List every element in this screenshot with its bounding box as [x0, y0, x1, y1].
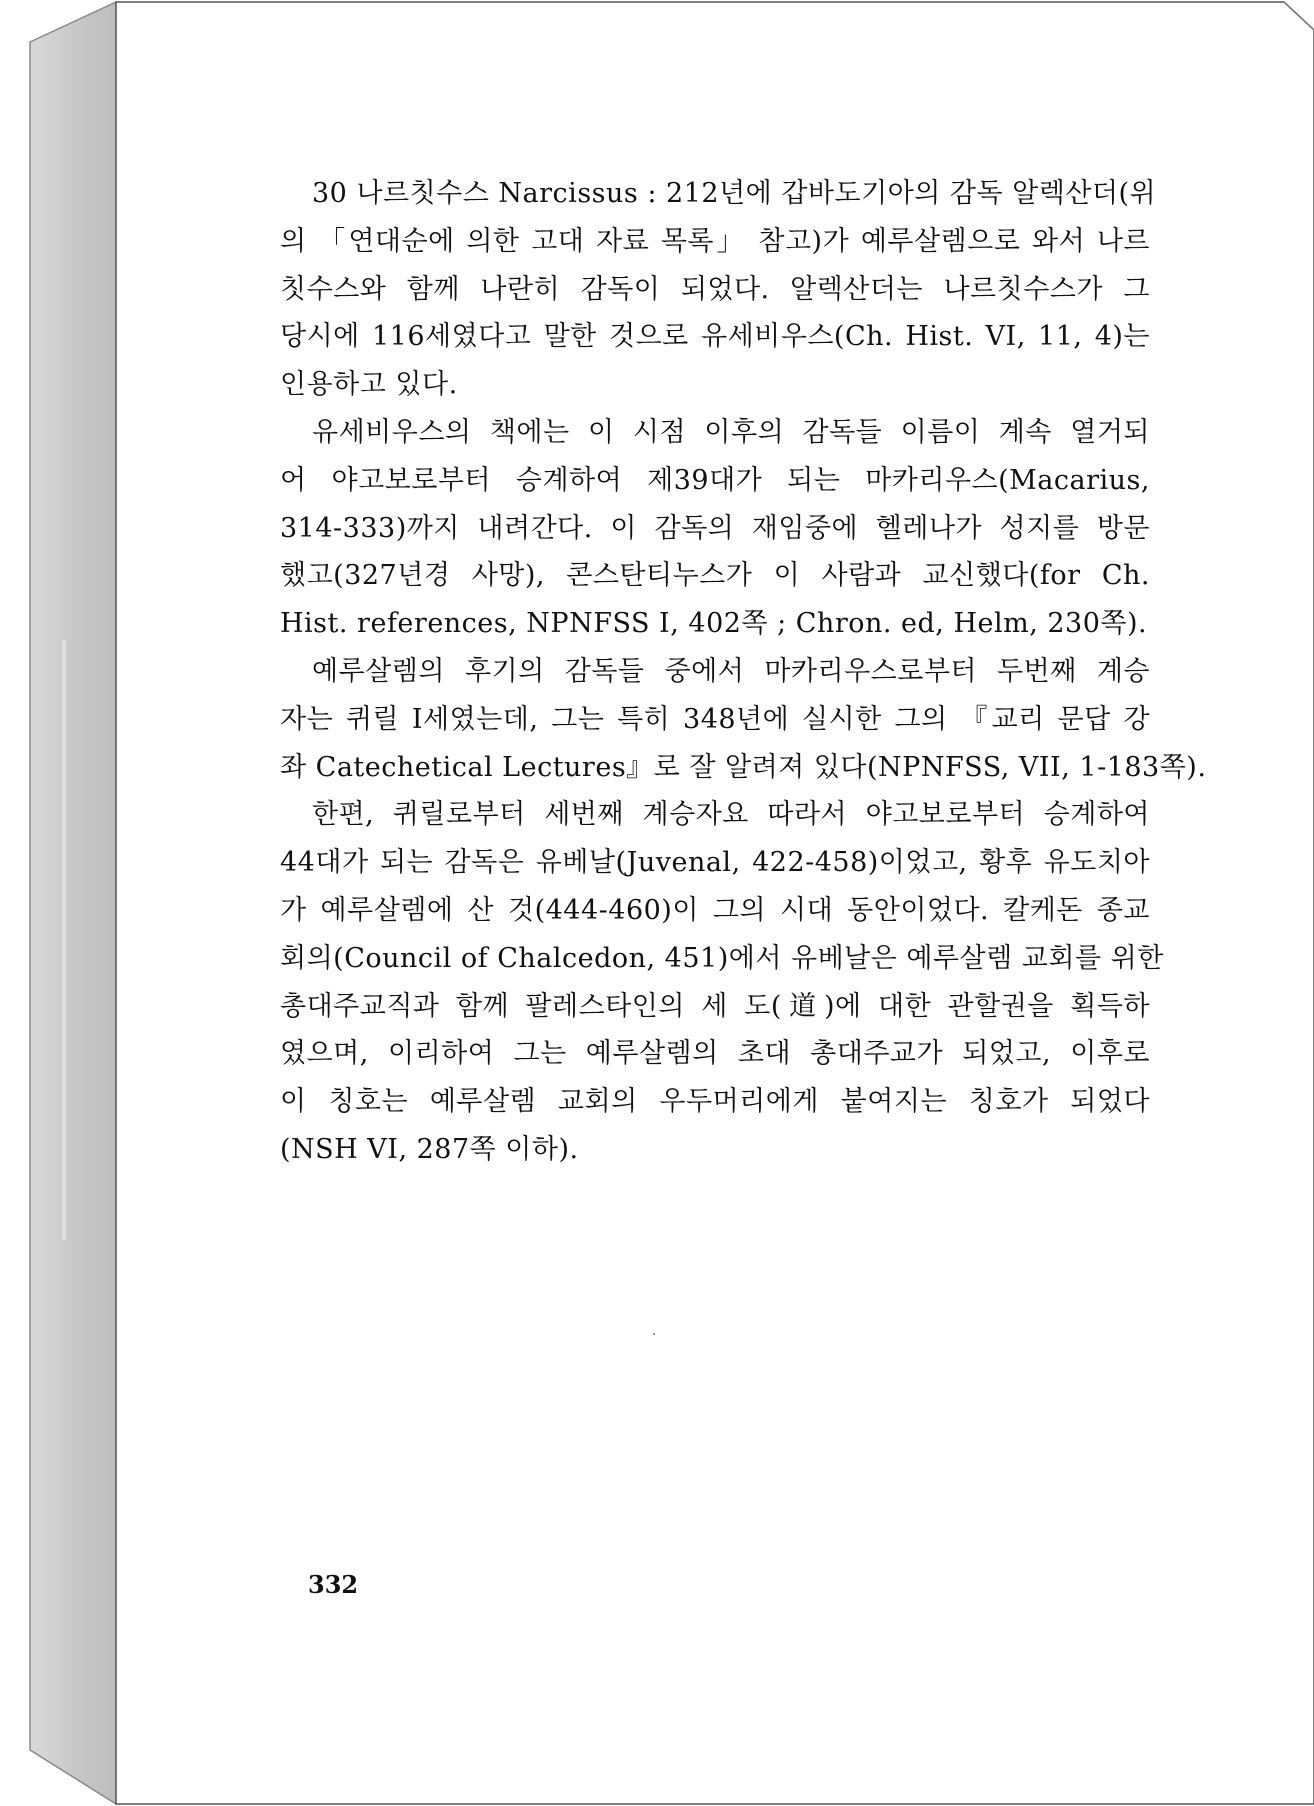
text-line: 의 「연대순에 의한 고대 자료 목록」 참고)가 예루살렘으로 와서 나르 — [280, 225, 1150, 257]
text-line: 이 칭호는 예루살렘 교회의 우두머리에게 붙여지는 칭호가 되었다 — [280, 1086, 1150, 1118]
text-line: 총대주교직과 함께 팔레스타인의 세 도(道)에 대한 관할권을 획득하 — [280, 990, 1150, 1022]
text-line: 44대가 되는 감독은 유베날(Juvenal, 422-458)이었고, 황후 유도치아 — [280, 847, 1150, 879]
text-line: 칫수스와 함께 나란히 감독이 되었다. 알렉산더는 나르칫수스가 그 — [280, 273, 1150, 305]
text-line: 자는 퀴릴 I세였는데, 그는 특히 348년에 실시한 그의 『교리 문답 강 — [280, 703, 1150, 735]
text-line: Hist. references, NPNFSS I, 402쪽 ; Chron. ed, Helm, 230쪽). — [280, 608, 1148, 640]
text-line: 한편, 퀴릴로부터 세번째 계승자요 따라서 야고보로부터 승계하여 — [312, 799, 1150, 831]
text-line: 어 야고보로부터 승계하여 제39대가 되는 마카리우스(Macarius, — [280, 464, 1150, 496]
paragraph-cyril — [280, 648, 1207, 791]
text-line: 회의(Council of Chalcedon, 451)에서 유베날은 예루살렘 교회를 위한 — [280, 942, 1164, 974]
stray-mark — [653, 1333, 655, 1335]
paragraph-juvenal — [280, 791, 1164, 1173]
book-spine — [30, 2, 116, 1804]
text-line: 인용하고 있다. — [280, 369, 458, 401]
text-line: 유세비우스의 책에는 이 시점 이후의 감독들 이름이 계속 열거되 — [312, 416, 1150, 448]
text-line: 30 나르칫수스 Narcissus : 212년에 갑바도기아의 감독 알렉산더(위 — [312, 178, 1157, 209]
text-line: 했고(327년경 사망), 콘스탄티누스가 이 사람과 교신했다(for Ch. — [280, 560, 1150, 592]
paragraph-narcissus — [280, 170, 1157, 409]
body-text — [280, 170, 1207, 1174]
text-line: 314-333)까지 내려간다. 이 감독의 재임중에 헬레나가 성지를 방문 — [280, 512, 1150, 544]
paragraph-eusebius — [280, 409, 1150, 648]
text-line: 좌 Catechetical Lectures』로 잘 알려져 있다(NPNFSS, VII, 1-183쪽). — [280, 751, 1207, 783]
text-line: (NSH VI, 287쪽 이하). — [280, 1133, 579, 1165]
text-line: 였으며, 이리하여 그는 예루살렘의 초대 총대주교가 되었고, 이후로 — [280, 1038, 1150, 1070]
text-line: 당시에 116세였다고 말한 것으로 유세비우스(Ch. Hist. VI, 11, 4)는 — [280, 321, 1150, 353]
page-number: 332 — [308, 1570, 359, 1599]
text-line: 가 예루살렘에 산 것(444-460)이 그의 시대 동안이었다. 칼케돈 종교 — [280, 894, 1150, 926]
text-line: 예루살렘의 후기의 감독들 중에서 마카리우스로부터 두번째 계승 — [312, 655, 1150, 687]
